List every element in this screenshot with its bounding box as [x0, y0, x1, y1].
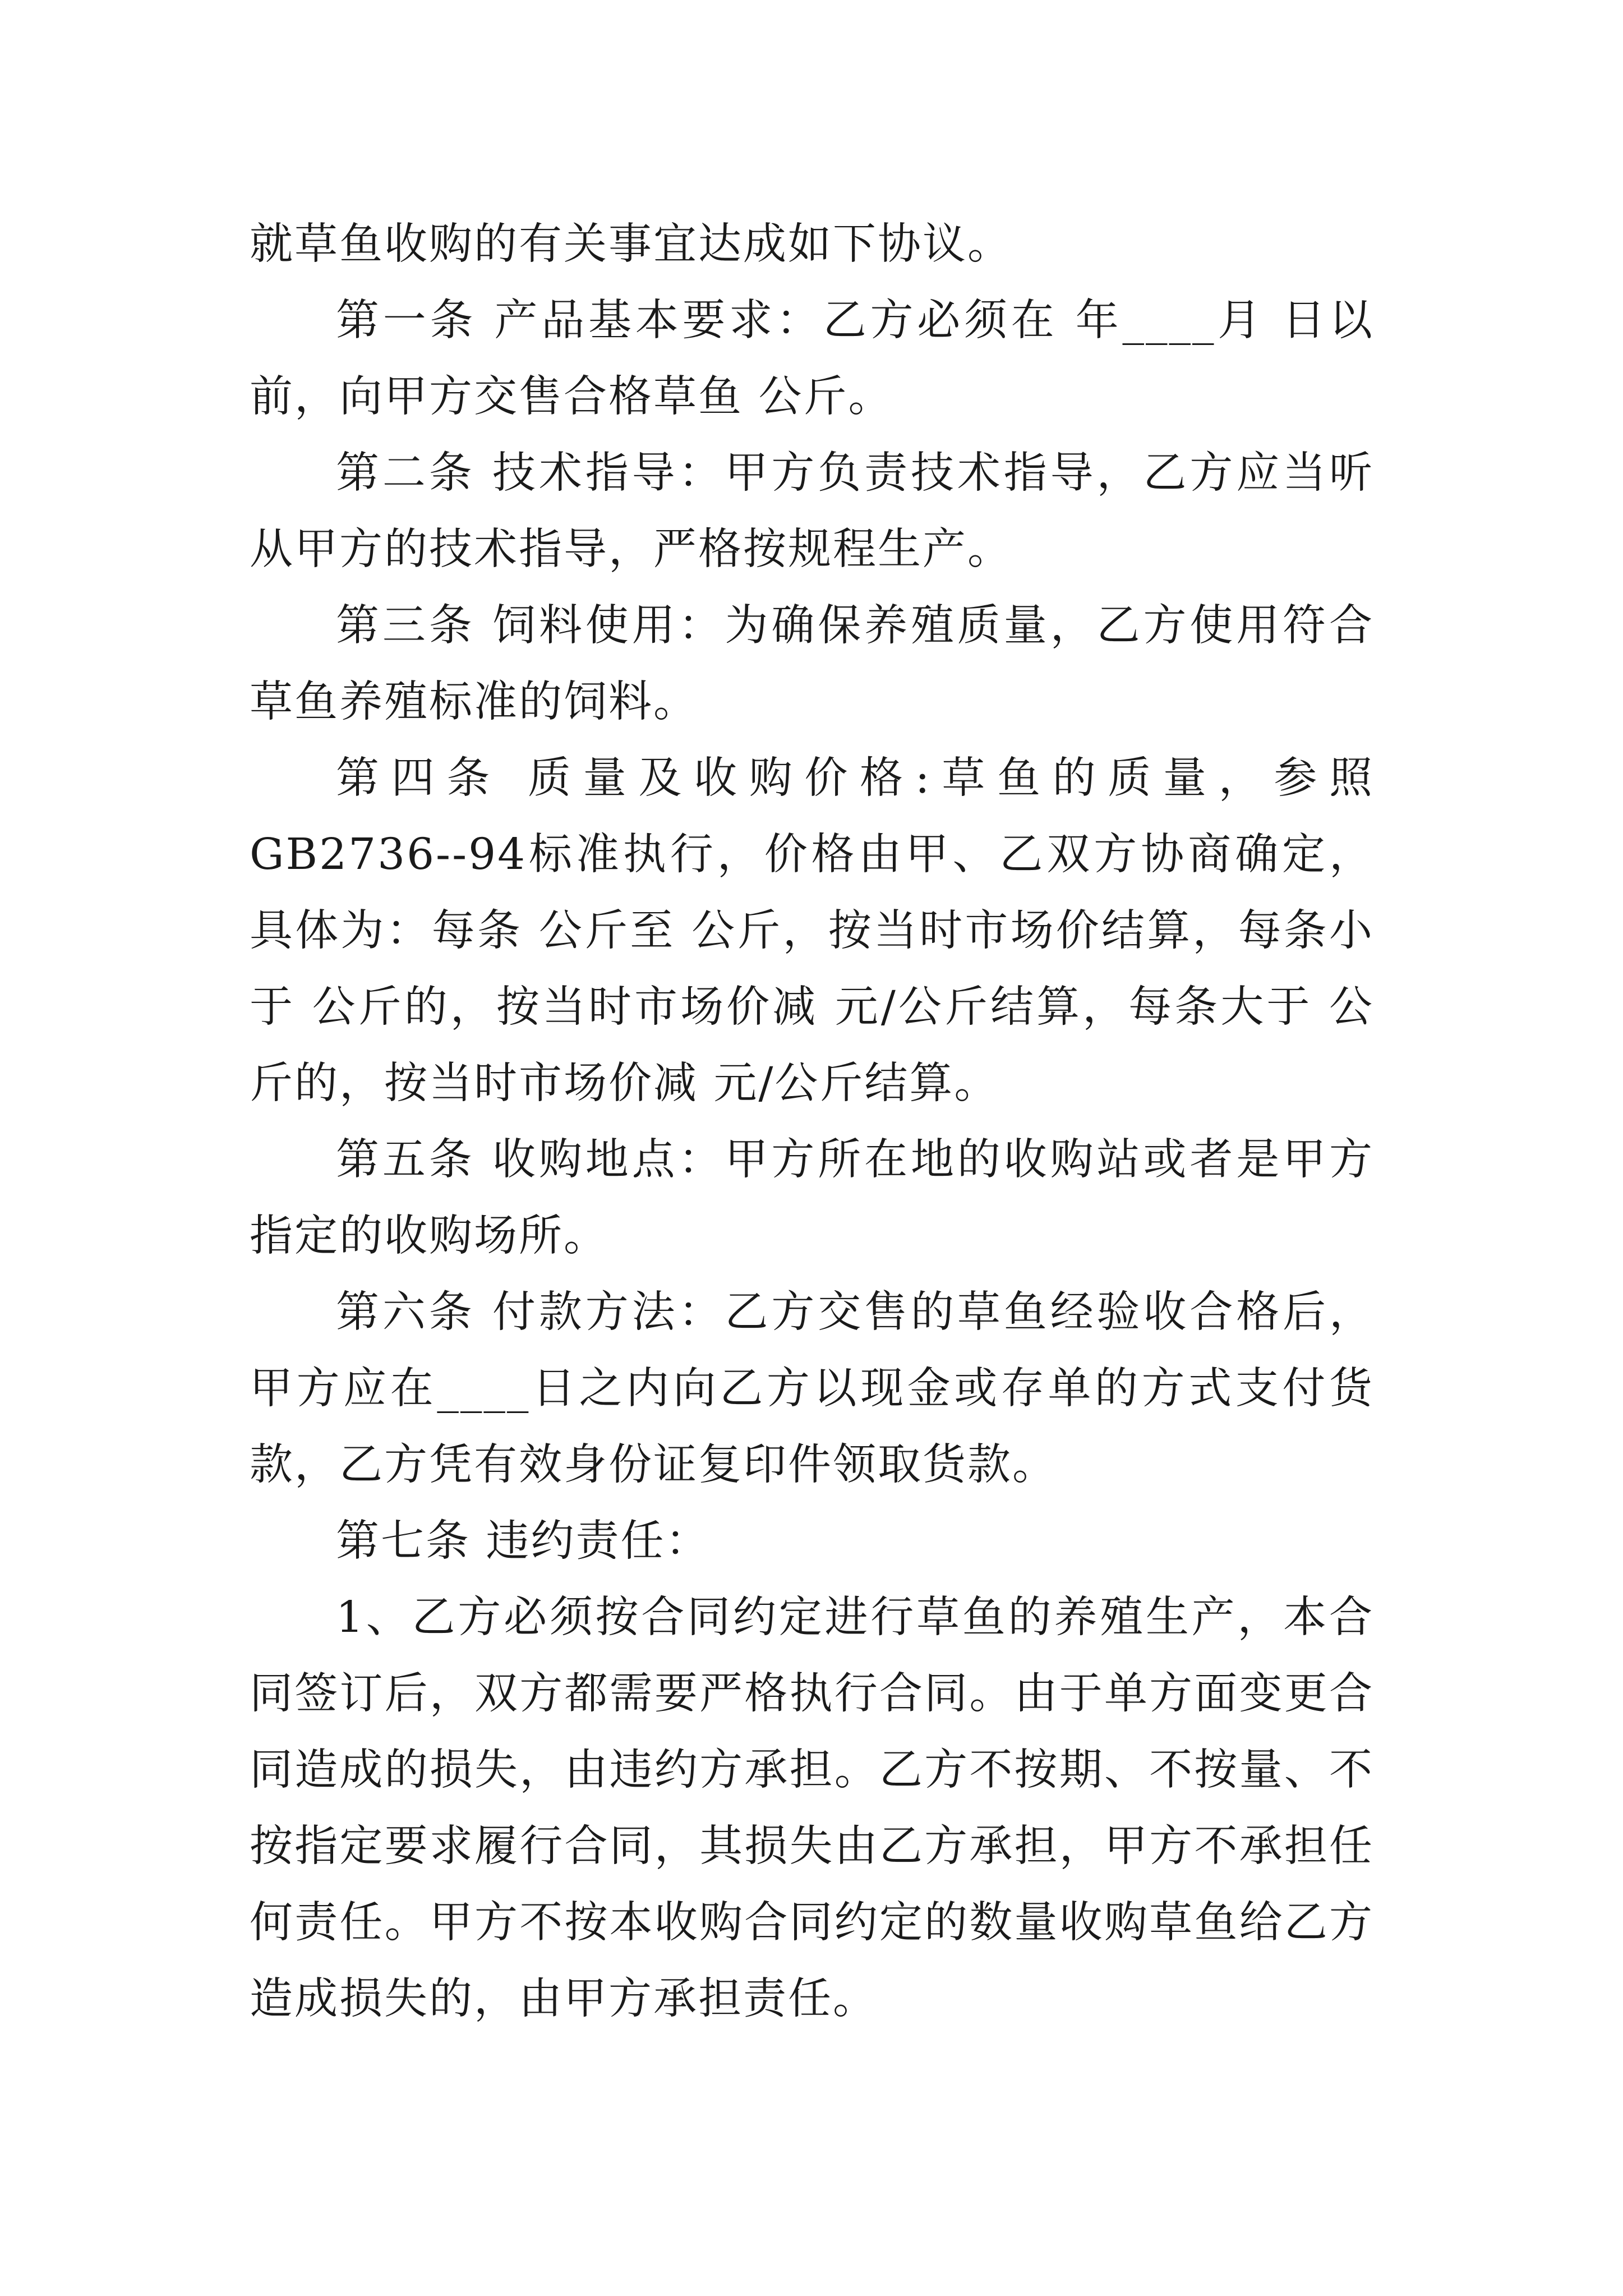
paragraph-article-4: 第四条 质量及收购价格:草鱼的质量，参照GB2736--94标准执行，价格由甲、乙双方协商确定，具体为：每条 公斤至 公斤，按当时市场价结算，每条小于 公斤的，按当时市场价减 元/公斤结算，每条大于 公斤的，按当时市场价减 元/公斤结算。 — [250, 753, 1374, 1108]
paragraph-intro: 就草鱼收购的有关事宜达成如下协议。 — [250, 219, 1012, 269]
paragraph-article-5: 第五条 收购地点：甲方所在地的收购站或者是甲方指定的收购场所。 — [250, 1135, 1374, 1261]
paragraph-article-3: 第三条 饲料使用：为确保养殖质量，乙方使用符合草鱼养殖标准的饲料。 — [250, 601, 1374, 727]
contract-body — [250, 206, 1374, 2037]
paragraph-article-7-item-1: 1、乙方必须按合同约定进行草鱼的养殖生产，本合同签订后，双方都需要严格执行合同。由于单方面变更合同造成的损失，由违约方承担。乙方不按期、不按量、不按指定要求履行合同，其损失由乙方承担，甲方不承担任何责任。甲方不按本收购合同约定的数量收购草鱼给乙方造成损失的，由甲方承担责任。 — [250, 1593, 1374, 2024]
paragraph-article-1: 第一条 产品基本要求：乙方必须在 年____月 日以前，向甲方交售合格草鱼 公斤。 — [250, 296, 1374, 422]
paragraph-article-6: 第六条 付款方法：乙方交售的草鱼经验收合格后，甲方应在____日之内向乙方以现金或存单的方式支付货款，乙方凭有效身份证复印件领取货款。 — [250, 1287, 1374, 1490]
paragraph-article-2: 第二条 技术指导：甲方负责技术指导，乙方应当听从甲方的技术指导，严格按规程生产。 — [250, 448, 1374, 574]
paragraph-article-7: 第七条 违约责任： — [336, 1516, 711, 1566]
